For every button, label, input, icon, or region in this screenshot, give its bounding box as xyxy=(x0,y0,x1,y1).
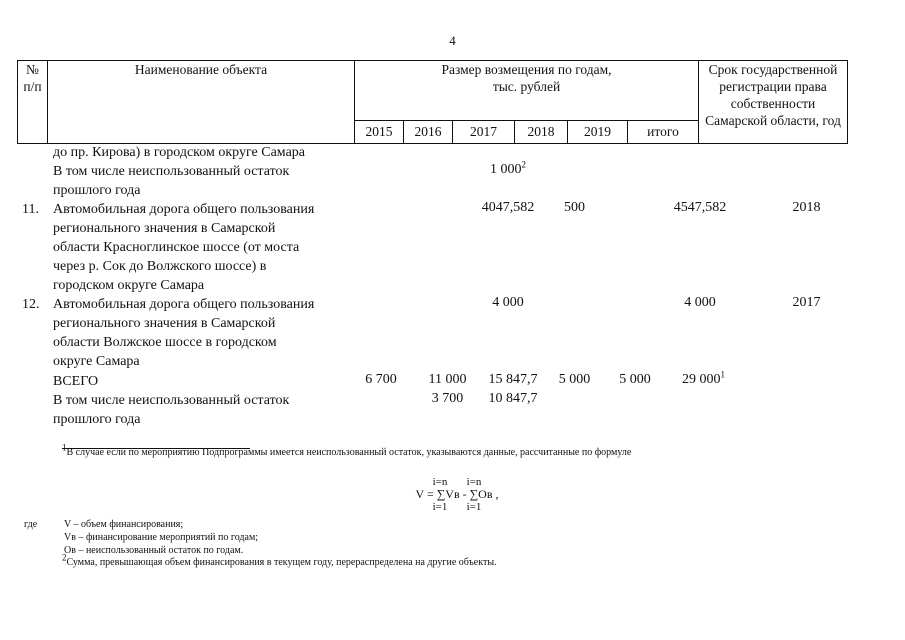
header-col-term: Срок государственной регистрации права собственности Самарской области, год xyxy=(699,61,848,144)
definition-ob: Oв – неиспользованный остаток по годам. xyxy=(64,545,244,556)
definition-vb: Vв – финансирование мероприятий по годам; xyxy=(64,532,259,543)
continuation-sub-label: В том числе неиспользованный остаток прошлого года xyxy=(53,164,290,198)
total-sub-2017: 10 847,7 xyxy=(488,391,538,406)
total-overall: 29 $000^1$ xyxy=(682,369,725,387)
row-11-total: 4547,582 xyxy=(673,200,727,215)
definition-v: V – объем финансирования; xyxy=(64,519,184,530)
total-2018: 5 000 xyxy=(558,372,591,387)
footnote-ref-1: 1 xyxy=(720,369,725,380)
row-11-number: 11. xyxy=(22,202,39,217)
continuation-sub-2017: 1 $000^2$ xyxy=(490,159,526,177)
row-11-name: Автомобильная дорога общего пользования регионального значения в Самарской области Красноглинское шоссе (от моста через р. Сок до Волжского шоссе) в городском округе Самара xyxy=(53,202,315,293)
row-12-value-2017: 4 000 xyxy=(492,295,524,310)
header-year-2016: 2016 xyxy=(404,120,453,143)
total-2019: 5 000 xyxy=(619,372,651,387)
total-2016: 11 000 xyxy=(428,372,467,387)
row-12-name: Автомобильная дорога общего пользования регионального значения в Самарской области Волжское шоссе в городском округе Самара xyxy=(53,297,315,369)
row-12-total: 4 000 xyxy=(684,295,716,310)
table-header xyxy=(17,60,848,144)
formula-main: V = ∑Vв - ∑Oв , xyxy=(415,487,499,501)
formula-lower-limits: i=1 i=1 xyxy=(432,501,482,513)
header-col-amount: Размер возмещения по годам, тыс. рублей xyxy=(355,61,699,121)
page-number: 4 xyxy=(449,33,456,48)
footnote-ref-2: 2 xyxy=(521,159,526,170)
row-11-term: 2018 xyxy=(792,200,821,215)
header-year-total: итого xyxy=(628,120,699,143)
where-label: где xyxy=(24,519,38,530)
total-label: ВСЕГО xyxy=(53,374,99,389)
total-sub-2016: 3 700 xyxy=(431,391,464,406)
total-sub-label: В том числе неиспользованный остаток прошлого года xyxy=(53,393,290,427)
row-11-value-2017: 4047,582 xyxy=(481,200,535,215)
formula-upper-limits: i=n i=n xyxy=(432,476,482,488)
header-year-2019: 2019 xyxy=(568,120,628,143)
row-12-term: 2017 xyxy=(792,295,821,310)
footnote-1-mark: 1 xyxy=(62,442,67,453)
header-year-2017: 2017 xyxy=(453,120,515,143)
continuation-line: до пр. Кирова) в городском округе Самара xyxy=(53,145,305,160)
row-12-number: 12. xyxy=(22,297,40,312)
header-col-number: № п/п xyxy=(18,61,48,144)
row-11-value-2018: 500 xyxy=(564,200,585,215)
footnote-2-mark: 2 xyxy=(62,552,67,563)
header-year-2015: 2015 xyxy=(355,120,404,143)
footnote-1: $^1$В случае если по мероприятию Подпрограммы имеется неиспользованный остаток, указываются данные, рассчитанные по формуле xyxy=(62,442,632,458)
header-year-2018: 2018 xyxy=(515,120,568,143)
total-2015: 6 700 xyxy=(365,372,397,387)
total-2017: 15 847,7 xyxy=(488,372,538,387)
footnote-2: $^2$Сумма, превышающая объем финансирования в текущем году, перераспределена на другие объекты. xyxy=(62,552,497,568)
header-col-name: Наименование объекта xyxy=(48,61,355,144)
